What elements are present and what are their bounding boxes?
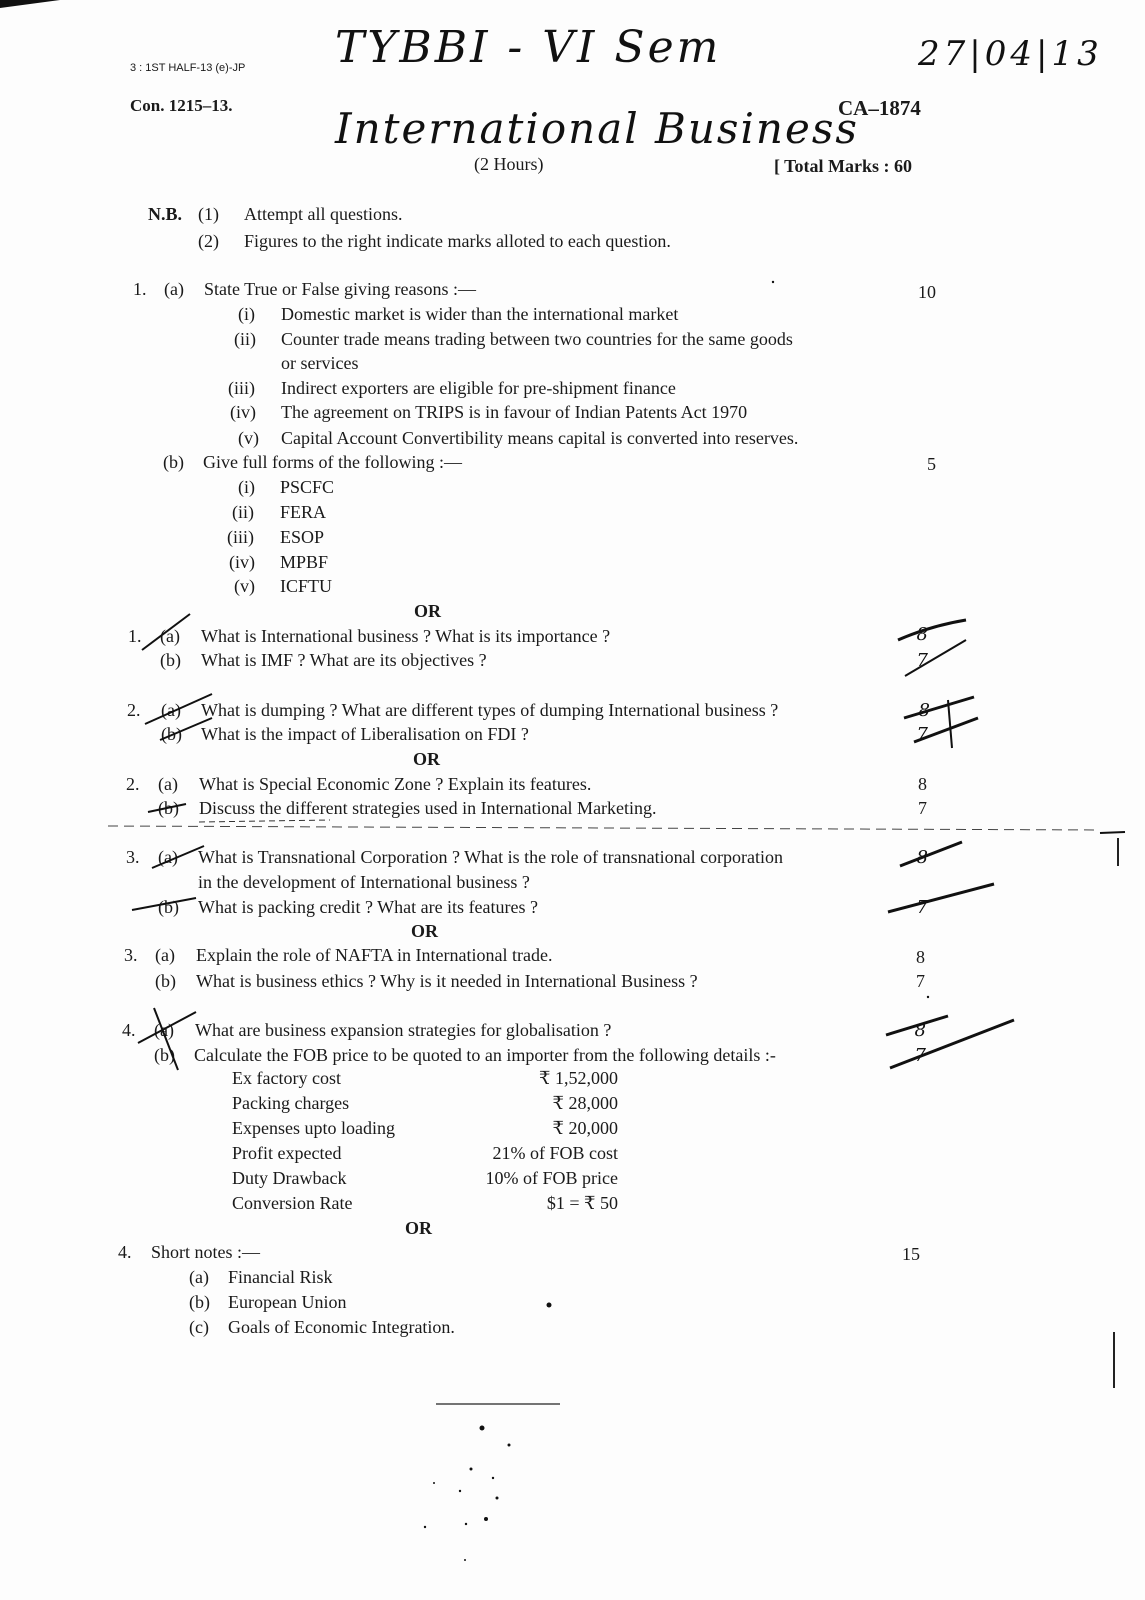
q4b-marks: 7 xyxy=(914,1045,926,1066)
q2-alt-b-text: Discuss the different strategies used in International Marketing. xyxy=(199,798,657,818)
q1a-item-2-text: Counter trade means trading between two countries for the same goods xyxy=(281,329,793,349)
q1a-item-3-num: (iii) xyxy=(228,378,255,398)
fob-row-label: Profit expected xyxy=(232,1143,342,1163)
q1a-item-2-cont: or services xyxy=(281,353,359,373)
q4-alt-marks: 15 xyxy=(902,1244,920,1264)
con-number: Con. 1215–13. xyxy=(130,96,233,115)
speck xyxy=(772,281,774,283)
q4b-label: (b) xyxy=(154,1045,175,1065)
q1-alt-b-text: What is IMF ? What are its objectives ? xyxy=(201,650,487,670)
q1b-item-1-text: PSCFC xyxy=(280,477,335,497)
q4-alt-b-label: (b) xyxy=(189,1292,210,1312)
q4-alt-c-label: (c) xyxy=(189,1317,209,1337)
speck xyxy=(508,1444,511,1447)
q3-alt-a-marks: 8 xyxy=(916,947,925,967)
q1a-item-2-num: (ii) xyxy=(234,329,256,349)
handwritten-class: TYBBI - VI Sem xyxy=(335,22,722,73)
q3-number: 3. xyxy=(126,847,140,867)
total-marks: [ Total Marks : 60 xyxy=(774,156,913,176)
q1b-item-1-num: (i) xyxy=(238,477,255,497)
q2b-label: (b) xyxy=(161,724,182,744)
q1b-item-3-num: (iii) xyxy=(227,527,254,547)
nb-2-text: Figures to the right indicate marks alloted to each question. xyxy=(244,231,671,251)
q2-alt-a-label: (a) xyxy=(158,774,178,794)
fob-row-value: ₹ 1,52,000 xyxy=(539,1068,618,1088)
q1b-item-5-text: ICFTU xyxy=(280,576,333,596)
q3-alt-a-label: (a) xyxy=(155,945,175,965)
q1-or: OR xyxy=(414,601,441,621)
speck xyxy=(927,996,929,998)
q4a-marks: 8 xyxy=(914,1020,926,1041)
q1-alt-number: 1. xyxy=(128,626,142,646)
fob-row xyxy=(232,1118,632,1142)
nb-label: N.B. xyxy=(148,204,183,224)
q2a-label: (a) xyxy=(161,700,181,720)
fob-row-label: Packing charges xyxy=(232,1093,350,1113)
fob-row xyxy=(232,1168,632,1192)
scan-corner-shadow xyxy=(0,0,60,8)
q1a-marks: 10 xyxy=(918,282,936,302)
q1-alt-b-label: (b) xyxy=(160,650,181,670)
fob-row-label: Ex factory cost xyxy=(232,1068,341,1088)
speck xyxy=(496,1497,499,1500)
q2-alt-b-marks: 7 xyxy=(918,798,927,818)
fob-row-value: ₹ 20,000 xyxy=(552,1118,618,1138)
q2-alt-b-label: (b) xyxy=(158,798,179,818)
q4b-text: Calculate the FOB price to be quoted to an importer from the following details :- xyxy=(194,1045,776,1065)
q4-alt-number: 4. xyxy=(118,1242,132,1262)
speck xyxy=(459,1490,461,1492)
fob-row-label: Expenses upto loading xyxy=(232,1118,395,1138)
q3-alt-b-label: (b) xyxy=(155,971,176,991)
q2-number: 2. xyxy=(127,700,141,720)
q2-alt-number: 2. xyxy=(126,774,140,794)
q1b-text: Give full forms of the following :— xyxy=(203,452,462,472)
nb-1-text: Attempt all questions. xyxy=(244,204,403,224)
q4-alt-b-text: European Union xyxy=(228,1292,347,1312)
q2a-text: What is dumping ? What are different types of dumping International business ? xyxy=(201,700,779,720)
q4-alt-text: Short notes :— xyxy=(151,1242,261,1262)
q4-alt-c-text: Goals of Economic Integration. xyxy=(228,1317,455,1337)
scan-dash-line xyxy=(108,826,1100,830)
duration: (2 Hours) xyxy=(474,154,544,174)
speck xyxy=(547,1303,552,1308)
q1-number: 1. xyxy=(133,279,147,299)
q3b-marks: 7 xyxy=(916,897,928,918)
header-code: 3 : 1ST HALF-13 (e)-JP xyxy=(130,62,246,74)
q4a-label: (a) xyxy=(154,1020,174,1040)
fob-row-label: Conversion Rate xyxy=(232,1193,353,1213)
nb-2-num: (2) xyxy=(198,231,219,251)
q3a-text-cont: in the development of International business ? xyxy=(198,872,530,892)
right-edge-mark xyxy=(1100,832,1125,833)
q1a-item-3-text: Indirect exporters are eligible for pre-shipment finance xyxy=(281,378,676,398)
q1-alt-a-label: (a) xyxy=(160,626,180,646)
q2b-text: What is the impact of Liberalisation on FDI ? xyxy=(201,724,529,744)
fob-row xyxy=(232,1193,632,1217)
q4-alt-a-label: (a) xyxy=(189,1267,209,1287)
q1a-item-4-text: The agreement on TRIPS is in favour of Indian Patents Act 1970 xyxy=(281,402,748,422)
q3-alt-b-marks: 7 xyxy=(916,971,925,991)
fob-row-label: Duty Drawback xyxy=(232,1168,347,1188)
handwritten-date: 27|04|13 xyxy=(918,34,1103,74)
q1-alt-b-marks: 7 xyxy=(916,650,928,671)
q2-alt-a-text: What is Special Economic Zone ? Explain its features. xyxy=(199,774,592,794)
q4-number: 4. xyxy=(122,1020,136,1040)
q2b-marks: 7 xyxy=(916,724,928,745)
q3-alt-number: 3. xyxy=(124,945,138,965)
q2-alt-a-marks: 8 xyxy=(918,774,927,794)
q1a-item-1-num: (i) xyxy=(238,304,255,324)
handwritten-subject: International Business xyxy=(335,104,859,153)
q1b-item-2-text: FERA xyxy=(280,502,327,522)
q1a-item-4-num: (iv) xyxy=(230,402,256,422)
q2a-marks: 8 xyxy=(918,700,930,721)
q1b-item-5-num: (v) xyxy=(234,576,255,596)
q1a-text: State True or False giving reasons :— xyxy=(204,279,476,299)
q1b-item-4-num: (iv) xyxy=(229,552,255,572)
tick-q2-vertical xyxy=(948,700,952,748)
q1b-item-3-text: ESOP xyxy=(280,527,325,547)
fob-row xyxy=(232,1143,632,1167)
q3a-marks: 8 xyxy=(916,847,928,868)
q3-or: OR xyxy=(411,921,438,941)
speck xyxy=(480,1426,485,1431)
paper-code: CA–1874 xyxy=(838,96,921,120)
q1b-item-2-num: (ii) xyxy=(232,502,254,522)
q1-alt-a-marks: 8 xyxy=(916,624,928,645)
speck xyxy=(470,1468,473,1471)
speck xyxy=(484,1517,488,1521)
fob-row-value: 21% of FOB cost xyxy=(492,1143,618,1163)
q2-or: OR xyxy=(413,749,440,769)
underline-q2-alt-b xyxy=(199,820,330,822)
fob-row xyxy=(232,1093,632,1117)
speck xyxy=(424,1526,426,1528)
q3-alt-a-text: Explain the role of NAFTA in International trade. xyxy=(196,945,553,965)
q1a-item-5-num: (v) xyxy=(238,428,259,448)
q3a-label: (a) xyxy=(158,847,178,867)
q3-alt-b-text: What is business ethics ? Why is it needed in International Business ? xyxy=(196,971,698,991)
speck xyxy=(464,1559,466,1561)
q1a-label: (a) xyxy=(164,279,184,299)
q1b-item-4-text: MPBF xyxy=(280,552,329,572)
speck xyxy=(433,1482,435,1484)
nb-1-num: (1) xyxy=(198,204,219,224)
fob-row-value: $1 = ₹ 50 xyxy=(546,1193,618,1213)
q3b-label: (b) xyxy=(158,897,179,917)
fob-row-value: 10% of FOB price xyxy=(485,1168,618,1188)
q1b-marks: 5 xyxy=(927,454,936,474)
fob-row-value: ₹ 28,000 xyxy=(552,1093,618,1113)
fob-row xyxy=(232,1068,632,1092)
q4-alt-a-text: Financial Risk xyxy=(228,1267,333,1287)
q4-or: OR xyxy=(405,1218,432,1238)
q3a-text: What is Transnational Corporation ? What is the role of transnational corporation xyxy=(198,847,784,867)
q1a-item-1-text: Domestic market is wider than the international market xyxy=(281,304,679,324)
q1a-item-5-text: Capital Account Convertibility means capital is converted into reserves. xyxy=(281,428,799,448)
q3b-text: What is packing credit ? What are its features ? xyxy=(198,897,539,917)
speck xyxy=(465,1523,467,1525)
speck xyxy=(492,1477,494,1479)
q1-alt-a-text: What is International business ? What is its importance ? xyxy=(201,626,611,646)
q4a-text: What are business expansion strategies for globalisation ? xyxy=(195,1020,612,1040)
q1b-label: (b) xyxy=(163,452,184,472)
